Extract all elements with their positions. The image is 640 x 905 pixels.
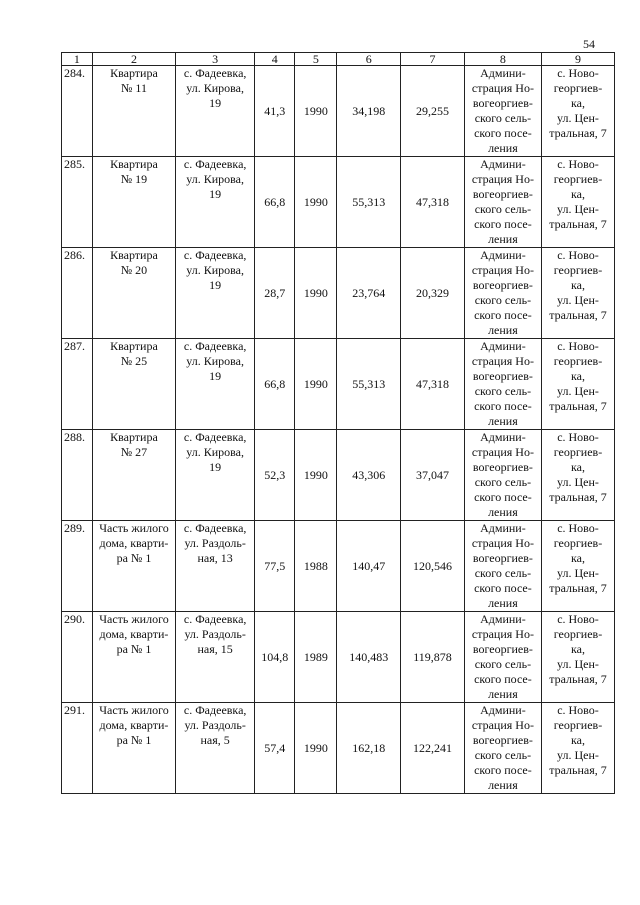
cell-address-text: с. Фадеевка, ул. Кирова, 19 xyxy=(183,430,247,474)
cell-year-text: 1990 xyxy=(303,103,328,118)
cell-area xyxy=(255,66,295,157)
cell-value-7 xyxy=(401,430,465,521)
cell-value-6-text: 55,313 xyxy=(352,376,386,391)
column-header: 5 xyxy=(295,53,337,66)
cell-holder-text: Админи- страция Но- вогеоргиев- ского сель- ского посе- ления xyxy=(471,66,534,155)
cell-object-name xyxy=(92,66,175,157)
cell-row-number xyxy=(62,248,93,339)
cell-object-name-text: Квартира № 27 xyxy=(110,430,158,459)
cell-holder-text: Админи- страция Но- вогеоргиев- ского сель- ского посе- ления xyxy=(471,248,534,337)
cell-holder-address-text: с. Ново- георгиев- ка, ул. Цен- тральная, 7 xyxy=(549,66,607,140)
cell-address xyxy=(176,157,255,248)
cell-area xyxy=(255,339,295,430)
table-row xyxy=(62,157,615,248)
cell-area-text: 41,3 xyxy=(264,103,286,118)
cell-value-6-text: 162,18 xyxy=(352,740,386,755)
cell-value-7 xyxy=(401,339,465,430)
cell-value-7-text: 47,318 xyxy=(416,194,450,209)
cell-address-text: с. Фадеевка, ул. Кирова, 19 xyxy=(183,157,247,201)
cell-area-text: 28,7 xyxy=(264,285,286,300)
property-table xyxy=(61,52,615,794)
cell-address xyxy=(176,66,255,157)
cell-row-number xyxy=(62,430,93,521)
cell-holder-address-text: с. Ново- георгиев- ка, ул. Цен- тральная, 7 xyxy=(549,430,607,504)
cell-value-7 xyxy=(401,66,465,157)
cell-object-name xyxy=(92,612,175,703)
cell-area xyxy=(255,521,295,612)
cell-area-text: 57,4 xyxy=(264,740,286,755)
cell-row-number-text: 285. xyxy=(64,157,85,171)
cell-year xyxy=(295,157,337,248)
cell-value-6 xyxy=(337,157,401,248)
cell-value-7-text: 20,329 xyxy=(416,285,450,300)
cell-value-6 xyxy=(337,66,401,157)
cell-object-name xyxy=(92,339,175,430)
cell-year-text: 1989 xyxy=(303,649,328,664)
cell-holder-address xyxy=(541,339,614,430)
cell-year xyxy=(295,612,337,703)
cell-holder-address xyxy=(541,612,614,703)
cell-row-number-text: 289. xyxy=(64,521,85,535)
cell-area-text: 52,3 xyxy=(264,467,286,482)
header-row xyxy=(62,53,615,66)
cell-holder-text: Админи- страция Но- вогеоргиев- ского сель- ского посе- ления xyxy=(471,612,534,701)
column-header: 3 xyxy=(176,53,255,66)
cell-address xyxy=(176,703,255,794)
cell-value-6 xyxy=(337,521,401,612)
cell-holder-address xyxy=(541,430,614,521)
cell-object-name xyxy=(92,430,175,521)
cell-holder-text: Админи- страция Но- вогеоргиев- ского сель- ского посе- ления xyxy=(471,703,534,792)
cell-address-text: с. Фадеевка, ул. Раздоль- ная, 15 xyxy=(183,612,247,656)
cell-year xyxy=(295,66,337,157)
cell-value-6 xyxy=(337,612,401,703)
cell-object-name-text: Квартира № 20 xyxy=(110,248,158,277)
cell-year xyxy=(295,248,337,339)
cell-value-6-text: 43,306 xyxy=(352,467,386,482)
cell-row-number-text: 284. xyxy=(64,66,85,80)
column-header: 7 xyxy=(401,53,465,66)
cell-value-7 xyxy=(401,612,465,703)
cell-area-text: 77,5 xyxy=(264,558,286,573)
cell-value-6-text: 55,313 xyxy=(352,194,386,209)
cell-area xyxy=(255,703,295,794)
cell-holder xyxy=(464,521,541,612)
cell-row-number-text: 286. xyxy=(64,248,85,262)
cell-area xyxy=(255,157,295,248)
cell-value-7 xyxy=(401,521,465,612)
cell-holder-address-text: с. Ново- георгиев- ка, ул. Цен- тральная, 7 xyxy=(549,339,607,413)
cell-value-7 xyxy=(401,703,465,794)
cell-value-6-text: 34,198 xyxy=(352,103,386,118)
cell-value-7 xyxy=(401,248,465,339)
cell-value-6-text: 140,483 xyxy=(349,649,389,664)
cell-row-number xyxy=(62,339,93,430)
column-header: 4 xyxy=(255,53,295,66)
cell-holder xyxy=(464,703,541,794)
cell-value-6 xyxy=(337,430,401,521)
column-header: 1 xyxy=(62,53,93,66)
cell-value-6 xyxy=(337,339,401,430)
cell-address-text: с. Фадеевка, ул. Кирова, 19 xyxy=(183,248,247,292)
cell-holder-text: Админи- страция Но- вогеоргиев- ского сель- ского посе- ления xyxy=(471,430,534,519)
cell-address-text: с. Фадеевка, ул. Кирова, 19 xyxy=(183,339,247,383)
table-row xyxy=(62,521,615,612)
cell-object-name-text: Часть жилого дома, кварти- ра № 1 xyxy=(99,612,169,656)
cell-object-name xyxy=(92,521,175,612)
cell-year-text: 1990 xyxy=(303,285,328,300)
cell-year xyxy=(295,521,337,612)
cell-holder-address-text: с. Ново- георгиев- ка, ул. Цен- тральная, 7 xyxy=(549,612,607,686)
page-number: 54 xyxy=(583,37,595,51)
cell-object-name-text: Квартира № 25 xyxy=(110,339,158,368)
cell-holder-address-text: с. Ново- георгиев- ка, ул. Цен- тральная, 7 xyxy=(549,157,607,231)
cell-object-name xyxy=(92,703,175,794)
cell-year-text: 1988 xyxy=(303,558,328,573)
cell-year xyxy=(295,339,337,430)
cell-object-name-text: Квартира № 11 xyxy=(110,66,158,95)
cell-area xyxy=(255,612,295,703)
cell-object-name xyxy=(92,248,175,339)
table-row xyxy=(62,248,615,339)
cell-holder-text: Админи- страция Но- вогеоргиев- ского сель- ского посе- ления xyxy=(471,157,534,246)
cell-row-number-text: 287. xyxy=(64,339,85,353)
cell-row-number xyxy=(62,521,93,612)
cell-value-7-text: 122,241 xyxy=(413,740,453,755)
cell-value-7-text: 120,546 xyxy=(413,558,453,573)
cell-holder xyxy=(464,339,541,430)
cell-address-text: с. Фадеевка, ул. Кирова, 19 xyxy=(183,66,247,110)
cell-holder-address xyxy=(541,157,614,248)
cell-year-text: 1990 xyxy=(303,740,328,755)
cell-year xyxy=(295,430,337,521)
cell-value-7-text: 47,318 xyxy=(416,376,450,391)
cell-value-7 xyxy=(401,157,465,248)
table-row xyxy=(62,339,615,430)
cell-object-name-text: Часть жилого дома, кварти- ра № 1 xyxy=(99,521,169,565)
column-header: 6 xyxy=(337,53,401,66)
cell-value-6 xyxy=(337,703,401,794)
cell-object-name-text: Квартира № 19 xyxy=(110,157,158,186)
table-row xyxy=(62,612,615,703)
cell-address xyxy=(176,339,255,430)
cell-year-text: 1990 xyxy=(303,467,328,482)
cell-row-number xyxy=(62,66,93,157)
cell-address xyxy=(176,248,255,339)
cell-object-name xyxy=(92,157,175,248)
cell-holder-address xyxy=(541,248,614,339)
cell-holder-address xyxy=(541,66,614,157)
cell-value-6-text: 23,764 xyxy=(352,285,386,300)
cell-area-text: 104,8 xyxy=(261,649,289,664)
cell-address-text: с. Фадеевка, ул. Раздоль- ная, 5 xyxy=(183,703,247,747)
cell-row-number-text: 288. xyxy=(64,430,85,444)
table-row xyxy=(62,703,615,794)
cell-area xyxy=(255,248,295,339)
cell-holder xyxy=(464,430,541,521)
cell-address xyxy=(176,521,255,612)
cell-area xyxy=(255,430,295,521)
cell-area-text: 66,8 xyxy=(264,194,286,209)
cell-row-number-text: 291. xyxy=(64,703,85,717)
cell-holder-address xyxy=(541,521,614,612)
cell-value-6 xyxy=(337,248,401,339)
cell-year-text: 1990 xyxy=(303,376,328,391)
cell-holder-text: Админи- страция Но- вогеоргиев- ского сель- ского посе- ления xyxy=(471,339,534,428)
cell-holder xyxy=(464,66,541,157)
cell-row-number xyxy=(62,157,93,248)
cell-year xyxy=(295,703,337,794)
cell-row-number xyxy=(62,612,93,703)
cell-holder-address-text: с. Ново- георгиев- ка, ул. Цен- тральная, 7 xyxy=(549,703,607,777)
table-row xyxy=(62,66,615,157)
cell-holder-text: Админи- страция Но- вогеоргиев- ского сель- ского посе- ления xyxy=(471,521,534,610)
cell-row-number-text: 290. xyxy=(64,612,85,626)
cell-value-7-text: 119,878 xyxy=(413,649,452,664)
cell-holder xyxy=(464,157,541,248)
cell-value-7-text: 29,255 xyxy=(416,103,450,118)
column-header: 8 xyxy=(464,53,541,66)
column-header: 9 xyxy=(541,53,614,66)
cell-holder-address-text: с. Ново- георгиев- ка, ул. Цен- тральная, 7 xyxy=(549,521,607,595)
cell-holder-address xyxy=(541,703,614,794)
cell-holder xyxy=(464,612,541,703)
column-header: 2 xyxy=(92,53,175,66)
cell-holder xyxy=(464,248,541,339)
cell-address-text: с. Фадеевка, ул. Раздоль- ная, 13 xyxy=(183,521,247,565)
table-row xyxy=(62,430,615,521)
cell-object-name-text: Часть жилого дома, кварти- ра № 1 xyxy=(99,703,169,747)
cell-area-text: 66,8 xyxy=(264,376,286,391)
cell-value-6-text: 140,47 xyxy=(352,558,386,573)
cell-row-number xyxy=(62,703,93,794)
cell-year-text: 1990 xyxy=(303,194,328,209)
cell-address xyxy=(176,612,255,703)
cell-holder-address-text: с. Ново- георгиев- ка, ул. Цен- тральная, 7 xyxy=(549,248,607,322)
cell-address xyxy=(176,430,255,521)
cell-value-7-text: 37,047 xyxy=(416,467,450,482)
